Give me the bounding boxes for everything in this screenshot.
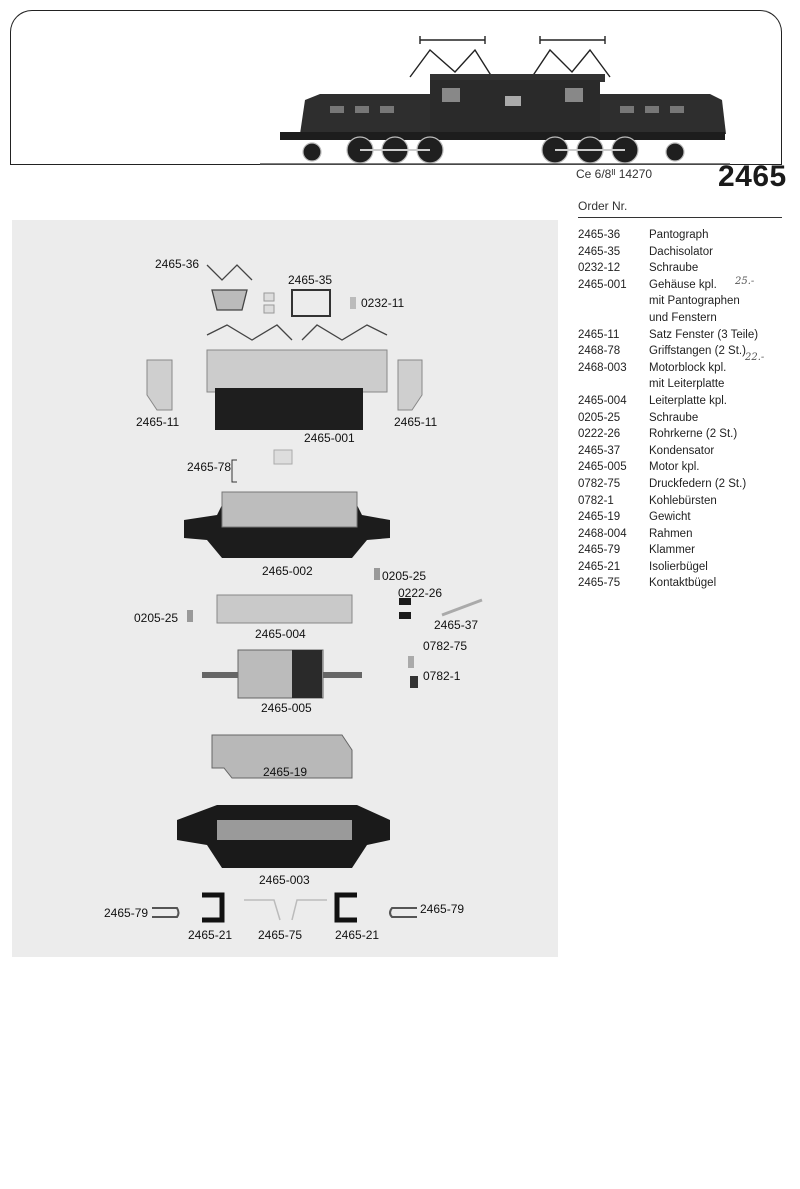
window-right-part [398, 360, 422, 410]
list-item [578, 575, 798, 592]
part-description: Kohlebürsten [649, 494, 717, 507]
clip-left-part [152, 908, 179, 917]
parts-list [578, 227, 798, 592]
part-description: Gehäuse kpl. mit Pantographen und Fenstern [649, 278, 740, 324]
order-heading: Order Nr. [578, 199, 628, 213]
label-clip-right: 2465-79 [420, 902, 465, 916]
label-clip-left: 2465-79 [104, 906, 149, 920]
part-description: Druckfedern (2 St.) [649, 477, 747, 490]
part-number: 0782-1 [578, 494, 614, 507]
list-item [578, 459, 798, 476]
list-item [578, 227, 798, 244]
part-description: Kontaktbügel [649, 577, 717, 590]
part-number: 2468-78 [578, 345, 621, 358]
part-description: Leiterplatte kpl. [649, 394, 727, 407]
part-number: 0222-26 [578, 428, 621, 441]
label-capacitor: 2465-37 [434, 618, 479, 632]
label-weight: 2465-19 [263, 765, 308, 779]
list-item [578, 260, 798, 277]
capacitor-part [442, 600, 482, 615]
part-number: 2465-19 [578, 511, 621, 524]
label-screw-top: 0232-11 [361, 296, 405, 310]
list-item [578, 327, 798, 344]
list-item [578, 360, 798, 393]
handwritten-price: 25.- [735, 276, 755, 287]
label-roof-insulator: 2465-35 [288, 273, 333, 287]
part-description: Klammer [649, 544, 696, 557]
part-number: 2465-004 [578, 394, 627, 407]
part-number: 2465-005 [578, 461, 627, 474]
list-item [578, 493, 798, 510]
order-divider [578, 217, 782, 218]
label-housing: 2465-001 [304, 431, 355, 445]
screw-part [350, 297, 356, 309]
part-description: Dachisolator [649, 245, 713, 258]
part-number: 2465-37 [578, 444, 621, 457]
list-item [578, 443, 798, 460]
window-left-part [147, 360, 172, 410]
list-item [578, 559, 798, 576]
contact-part [244, 900, 327, 920]
list-item [578, 542, 798, 559]
list-item [578, 277, 798, 327]
part-description: Gewicht [649, 511, 691, 524]
list-item [578, 509, 798, 526]
part-description: Rahmen [649, 527, 693, 540]
exploded-view-photo [12, 220, 558, 957]
housing-part [207, 325, 387, 430]
label-window-right: 2465-11 [394, 415, 438, 429]
locomotive-designation: Ce 6/8ᴵᴵ 14270 [576, 167, 653, 181]
part-number: 2465-11 [578, 328, 620, 341]
part-description: Schraube [649, 411, 699, 424]
tube-cores-part [399, 598, 411, 619]
label-screw-right: 0205-25 [382, 569, 427, 583]
part-description: Pantograph [649, 229, 709, 241]
part-description: Griffstangen (2 St.) [649, 345, 746, 358]
locomotive-illustration [260, 22, 730, 170]
part-number: 2465-36 [578, 229, 621, 241]
label-handrail: 2465-78 [187, 460, 232, 474]
model-number: 2465 [718, 160, 787, 193]
part-number: 2465-75 [578, 577, 621, 590]
part-description: Motor kpl. [649, 461, 700, 474]
pantograph-part [207, 265, 252, 310]
part-number: 0232-12 [578, 262, 621, 275]
part-number: 2465-35 [578, 245, 621, 258]
roof-insulator-part [292, 290, 330, 316]
frame-part [177, 805, 390, 868]
part-number: 0782-75 [578, 477, 621, 490]
part-number: 2465-79 [578, 544, 621, 557]
list-item [578, 393, 798, 410]
label-motor-block: 2465-002 [262, 564, 313, 578]
label-contact: 2465-75 [258, 928, 303, 942]
label-screw-left: 0205-25 [134, 611, 179, 625]
label-window-left: 2465-11 [136, 415, 180, 429]
insulator-left-part [202, 895, 222, 920]
springs-part [408, 656, 414, 668]
label-brushes: 0782-1 [423, 669, 461, 683]
part-number: 2468-003 [578, 361, 627, 374]
part-number: 2465-001 [578, 278, 627, 291]
part-description: Kondensator [649, 444, 715, 457]
clip-right-part [390, 908, 417, 917]
part-description: Isolierbügel [649, 560, 708, 573]
part-description: Motorblock kpl. mit Leiterplatte [649, 361, 727, 391]
insulator-right-part [337, 895, 357, 920]
part-description: Rohrkerne (2 St.) [649, 428, 738, 441]
part-number: 0205-25 [578, 411, 621, 424]
label-springs: 0782-75 [423, 639, 468, 653]
exploded-view-drawing [12, 220, 558, 957]
label-frame: 2465-003 [259, 873, 310, 887]
label-insulator-left: 2465-21 [188, 928, 233, 942]
handwritten-price: 22.- [745, 352, 765, 363]
label-insulator-right: 2465-21 [335, 928, 380, 942]
part-number: 2468-004 [578, 527, 627, 540]
motor-block-part [184, 492, 390, 558]
list-item [578, 343, 798, 360]
list-item [578, 426, 798, 443]
part-number: 2465-21 [578, 560, 621, 573]
label-motor: 2465-005 [261, 701, 312, 715]
part-description: Satz Fenster (3 Teile) [649, 328, 759, 341]
brushes-part [410, 676, 418, 688]
motor-part [202, 650, 362, 698]
list-item [578, 244, 798, 261]
list-item [578, 410, 798, 427]
label-circuit-board: 2465-004 [255, 627, 306, 641]
list-item [578, 476, 798, 493]
label-pantograph: 2465-36 [155, 257, 200, 271]
part-description: Schraube [649, 262, 699, 275]
handrail-part [232, 460, 237, 482]
label-tube-cores: 0222-26 [398, 586, 443, 600]
list-item [578, 526, 798, 543]
circuit-board-part [217, 595, 352, 623]
